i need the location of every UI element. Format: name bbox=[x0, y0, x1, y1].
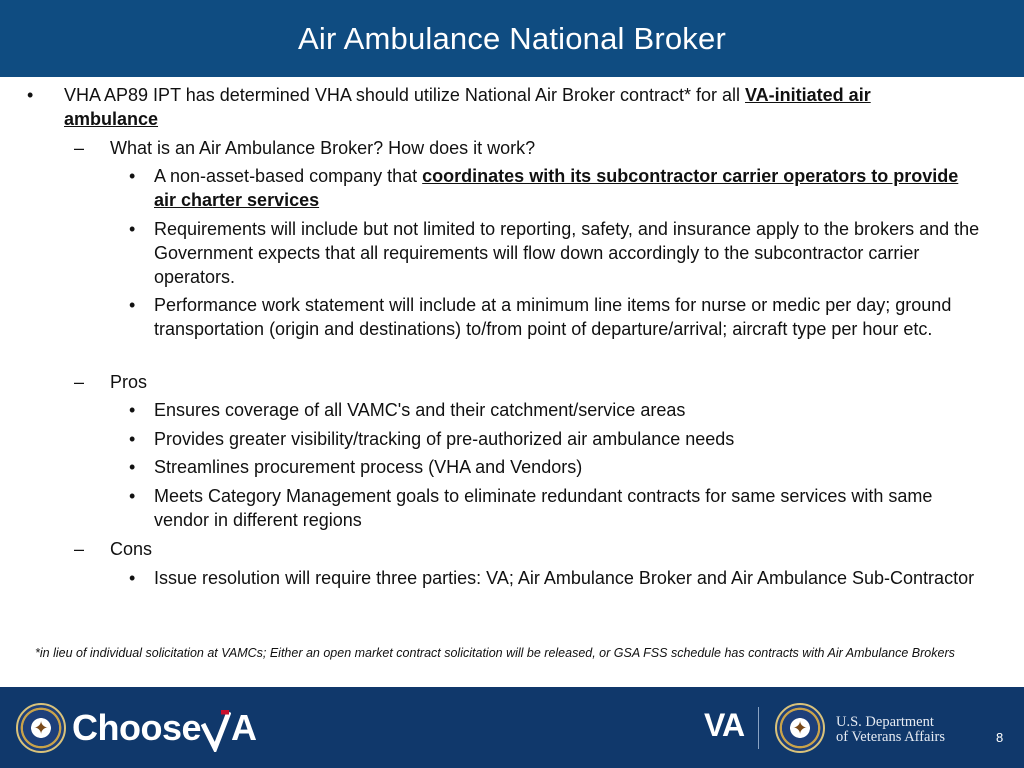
pros-heading: Pros bbox=[110, 372, 148, 392]
bullet-marker: • bbox=[129, 429, 136, 449]
bullet-marker: • bbox=[129, 219, 136, 239]
what-item: Performance work statement will include at a minimum line items for nurse or medic per day; ground transportation (origin and destinations) to/from point of departure/arrival; aircraft type per hour etc. bbox=[154, 295, 952, 339]
footnote: *in lieu of individual solicitation at VAMCs; Either an open market contract solicitation will be released, or GSA FSS schedule has contracts with Air Ambulance Brokers bbox=[35, 646, 955, 660]
main-point-text: VHA AP89 IPT has determined VHA should utilize National Air Broker contract* for all bbox=[64, 85, 746, 105]
pros-item: Ensures coverage of all VAMC's and their catchment/service areas bbox=[154, 400, 686, 420]
dash-marker: – bbox=[74, 138, 85, 158]
pros-item: Provides greater visibility/tracking of pre-authorized air ambulance needs bbox=[154, 429, 735, 449]
footer-divider bbox=[758, 707, 759, 749]
dept-line-2: of Veterans Affairs bbox=[836, 729, 945, 745]
page-number: 8 bbox=[996, 730, 1004, 745]
what-item: Requirements will include but not limited to reporting, safety, and insurance apply to the brokers and the Government expects that all requirements will flow down accordingly to the subcontractor carrier operators. bbox=[154, 219, 980, 287]
dash-marker: – bbox=[74, 372, 85, 392]
dash-marker: – bbox=[74, 539, 85, 559]
bullet-marker: • bbox=[129, 295, 136, 315]
bullet-marker: • bbox=[129, 486, 136, 506]
footer-bar bbox=[0, 687, 1024, 768]
cons-heading: Cons bbox=[110, 539, 153, 559]
main-point-emphasis: VA-initiated air ambulance bbox=[64, 85, 871, 129]
bullet-marker: • bbox=[129, 400, 136, 420]
bullet-marker: • bbox=[129, 166, 136, 186]
brand-suffix: A bbox=[231, 707, 257, 748]
va-wordmark: VA bbox=[704, 707, 745, 743]
va-seal-icon: ✦ bbox=[16, 703, 66, 753]
title-bar bbox=[0, 0, 1024, 77]
slide-title: Air Ambulance National Broker bbox=[298, 20, 726, 56]
pros-item: Meets Category Management goals to eliminate redundant contracts for same services with same vendor in different regions bbox=[154, 486, 933, 530]
department-seal-icon: ✦ bbox=[775, 703, 825, 753]
dept-line-1: U.S. Department bbox=[836, 714, 934, 730]
bullet-marker: • bbox=[129, 457, 136, 477]
bullet-marker: • bbox=[27, 85, 34, 105]
what-is-heading: What is an Air Ambulance Broker? How does it work? bbox=[110, 138, 536, 158]
what-item-emphasis: coordinates with its subcontractor carrier operators to provide air charter services bbox=[154, 166, 959, 210]
bullet-marker: • bbox=[129, 568, 136, 588]
department-name bbox=[836, 715, 945, 745]
what-item bbox=[154, 164, 984, 212]
main-point bbox=[64, 83, 964, 131]
brand-prefix: Choose bbox=[72, 707, 202, 748]
what-item-text: A non-asset-based company that bbox=[154, 166, 423, 186]
cons-item: Issue resolution will require three parties: VA; Air Ambulance Broker and Air Ambulance Sub-Contractor bbox=[154, 568, 975, 588]
choose-va-logo bbox=[72, 707, 257, 749]
pros-item: Streamlines procurement process (VHA and Vendors) bbox=[154, 457, 583, 477]
